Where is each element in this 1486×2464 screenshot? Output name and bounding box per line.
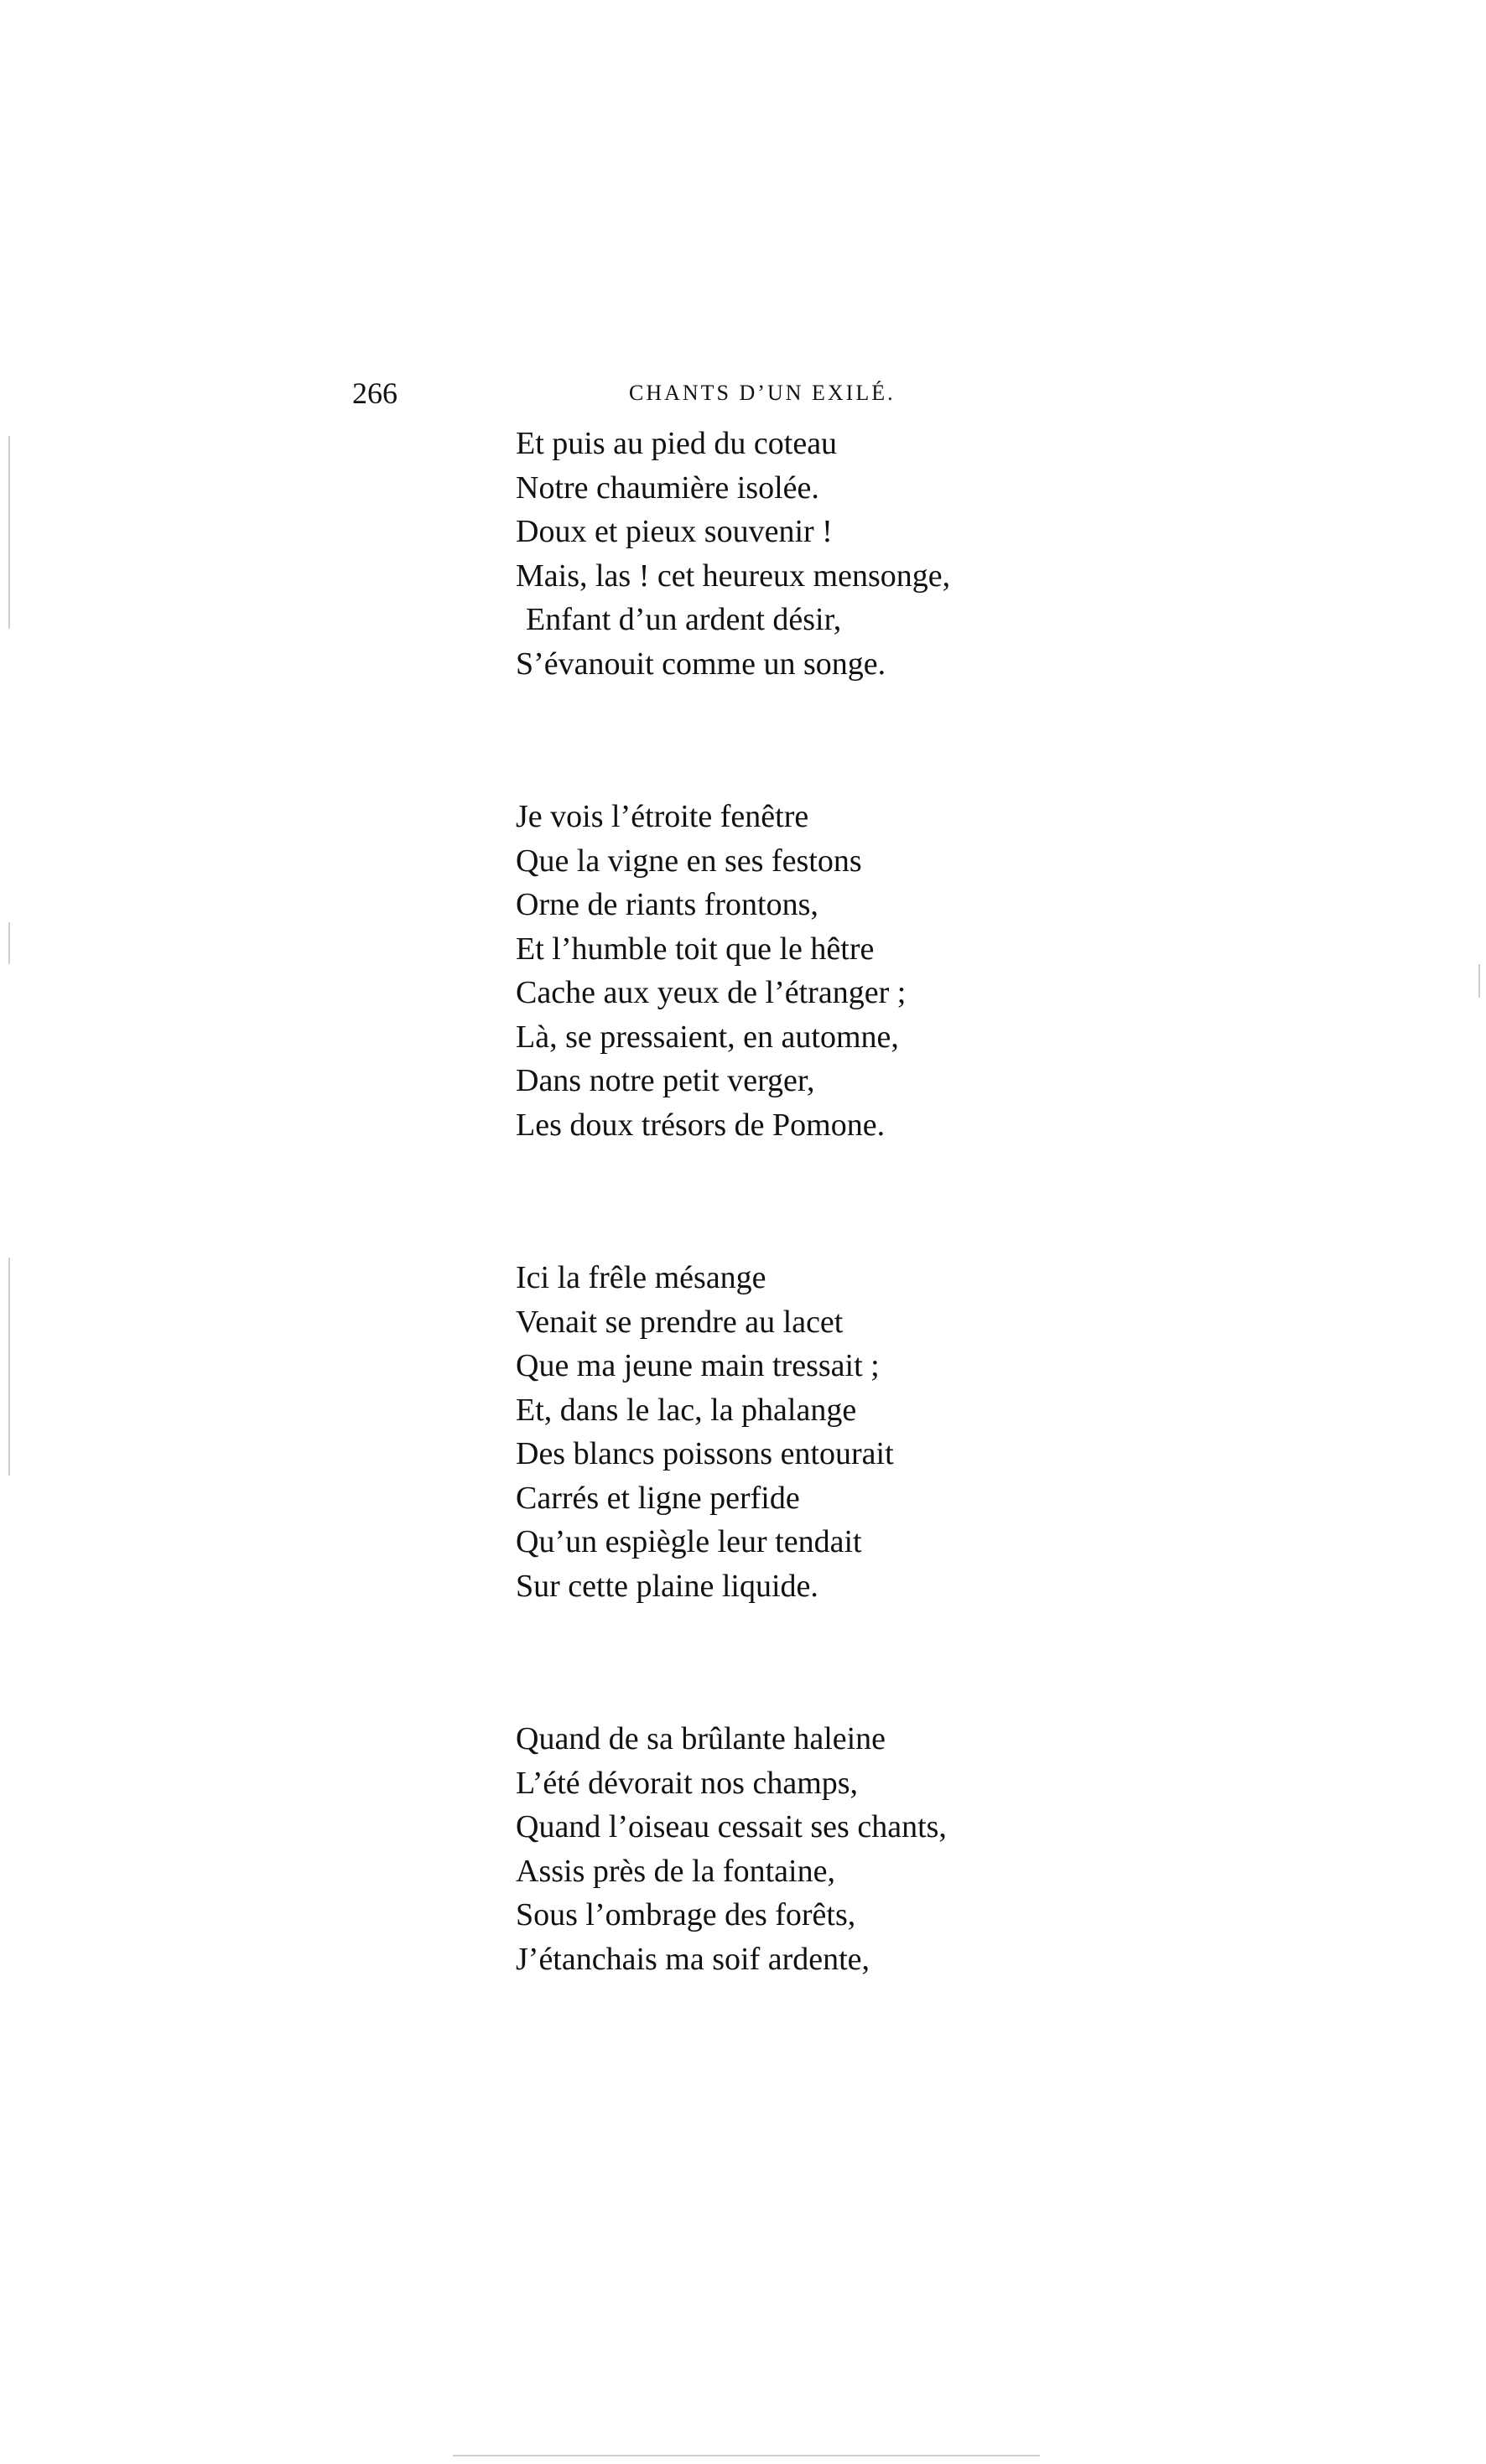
stanza — [516, 1717, 1270, 1981]
verse-line: Là, se pressaient, en automne, — [516, 1019, 899, 1055]
verse-line: Enfant d’un ardent désir, — [526, 602, 842, 637]
page-number: 266 — [352, 376, 397, 410]
verse-line: S’évanouit comme un songe. — [516, 646, 886, 682]
verse-line: Ici la frêle mésange — [516, 1260, 766, 1295]
verse-line: J’étanchais ma soif ardente, — [516, 1941, 870, 1977]
page-header — [352, 376, 956, 418]
verse-line: Qu’un espiègle leur tendait — [516, 1524, 862, 1559]
verse-line: Des blancs poissons entourait — [516, 1436, 894, 1471]
verse-line: Sur cette plaine liquide. — [516, 1568, 818, 1604]
verse-line: Mais, las ! cet heureux mensonge, — [516, 558, 951, 594]
verse-line: Sous l’ombrage des forêts, — [516, 1897, 856, 1932]
bottom-edge-rule — [453, 2455, 1040, 2456]
verse-line: Notre chaumière isolée. — [516, 469, 819, 506]
verse-line: Que la vigne en ses festons — [516, 843, 862, 879]
poem — [516, 422, 1270, 1981]
verse-line: Carrés et ligne perfide — [516, 1480, 800, 1516]
stanza — [516, 795, 1270, 1147]
stanza — [516, 422, 1270, 686]
verse-line: Et l’humble toit que le hêtre — [516, 931, 875, 967]
verse-line: Je vois l’étroite fenêtre — [516, 799, 809, 834]
stanza — [516, 1256, 1270, 1608]
verse-line: Et, dans le lac, la phalange — [516, 1392, 857, 1428]
left-margin-mark — [8, 436, 10, 629]
verse-line: Venait se prendre au lacet — [516, 1304, 844, 1340]
verse-line: Quand de sa brûlante haleine — [516, 1721, 886, 1756]
verse-line: Les doux trésors de Pomone. — [516, 1107, 886, 1143]
verse-line: Cache aux yeux de l’étranger ; — [516, 975, 907, 1010]
right-margin-mark — [1478, 964, 1480, 998]
verse-line: Assis près de la fontaine, — [516, 1853, 835, 1889]
left-margin-mark — [8, 922, 10, 964]
verse-line: Doux et pieux souvenir ! — [516, 514, 833, 549]
verse-line: L’été dévorait nos champs, — [516, 1765, 859, 1801]
left-margin-mark — [8, 1258, 10, 1476]
running-title: CHANTS D’UN EXILÉ. — [629, 381, 896, 405]
verse-line: Quand l’oiseau cessait ses chants, — [516, 1809, 947, 1844]
verse-line: Dans notre petit verger, — [516, 1063, 815, 1098]
verse-line: Orne de riants frontons, — [516, 887, 818, 922]
verse-line: Que ma jeune main tressait ; — [516, 1348, 880, 1383]
verse-line: Et puis au pied du coteau — [516, 426, 838, 461]
